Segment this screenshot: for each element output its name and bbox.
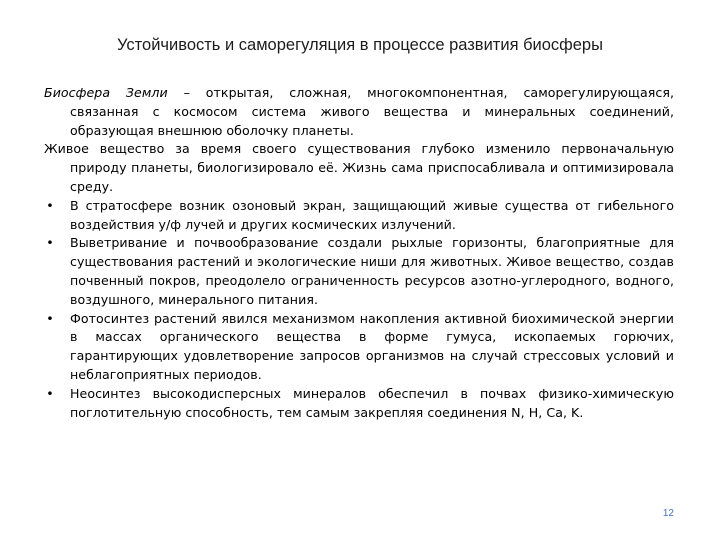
bullet-icon: • [46, 235, 54, 251]
list-item [44, 197, 674, 235]
slide-content [44, 84, 674, 422]
list-item [44, 310, 674, 385]
bullet-list [44, 197, 674, 423]
bullet-text: Неосинтез высокодисперсных минералов обеспечил в почвах физико-химическую поглотительную способность, тем самым закрепляя соединения N, H, Ca, K. [70, 385, 674, 420]
bullet-icon: • [46, 197, 54, 213]
bullet-text: В стратосфере возник озоновый экран, защищающий живые существа от гибельного воздействия у/ф лучей и других космических излучений. [70, 197, 674, 232]
slide-title: Устойчивость и саморегуляция в процессе развития биосферы [117, 36, 603, 54]
bullet-icon: • [46, 310, 54, 326]
definition-text: – открытая, сложная, многокомпонентная, саморегулирующаяся, связанная с космосом система живого вещества и минеральных соединений, образующая внешнюю оболочку планеты. [70, 85, 675, 138]
living-matter-paragraph: Живое вещество за время своего существования глубоко изменило первоначальную природу планеты, биологизировало её. Жизнь сама приспосабливала и оптимизировала среду. [44, 141, 674, 194]
definition-term: Биосфера Земли [44, 85, 168, 100]
bullet-text: Фотосинтез растений явился механизмом накопления активной биохимической энергии в массах органического вещества в форме гумуса, ископаемых горючих, гарантирующих удовлетворение запросов организмов на случай стрессовых условий и неблагоприятных периодов. [70, 310, 674, 382]
list-item [44, 385, 674, 423]
list-item [44, 234, 674, 309]
page-number: 12 [662, 508, 674, 519]
definition-paragraph [44, 84, 674, 140]
bullet-icon: • [46, 385, 54, 401]
bullet-text: Выветривание и почвообразование создали рыхлые горизонты, благоприятные для существования растений и экологические ниши для животных. Живое вещество, создав почвенный покров, преодолело ограниченность ресурсов азотно-углеродного, водного, воздушного, минерального питания. [70, 235, 674, 307]
